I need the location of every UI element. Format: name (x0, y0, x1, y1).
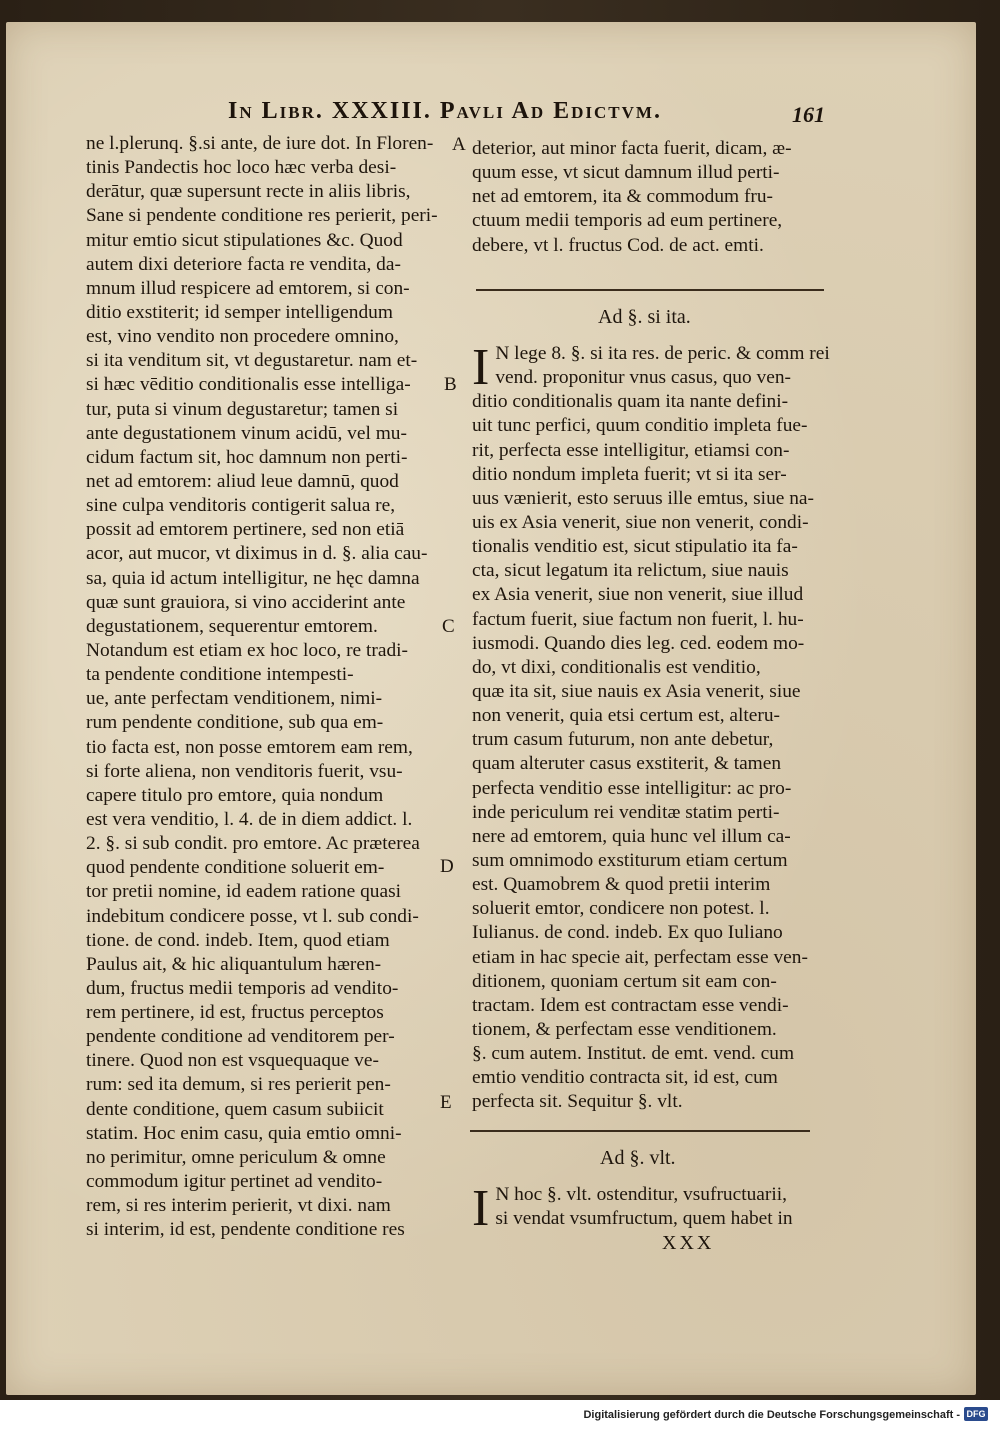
text-line: rum: sed ita demum, si res perierit pen- (86, 1074, 391, 1096)
running-head-title: In Libr. XXXIII. Pavli Ad Edictvm. (228, 98, 662, 124)
running-head (0, 98, 1000, 128)
text-line: est. Quamobrem & quod pretii interim (472, 874, 771, 896)
text-line: tinis Pandectis hoc loco hæc verba desi- (86, 157, 397, 179)
text-line: si hæc vēditio conditionalis esse intelliga- (86, 374, 411, 396)
text-line: Notandum est etiam ex hoc loco, re tradi- (86, 639, 408, 661)
left-column (86, 132, 436, 1242)
text-line: inde periculum rei venditæ statim perti- (472, 801, 780, 823)
text-line: capere titulo pro emtore, quia nondum (86, 784, 384, 806)
text-line: ante degustationem vinum acidū, vel mu- (86, 422, 407, 444)
text-line: §. cum autem. Institut. de emt. vend. cum (472, 1043, 795, 1065)
dfg-logo: DFG (964, 1407, 988, 1421)
text-line: tionalis venditio est, sicut stipulatio ita fa- (472, 536, 798, 558)
text-line: iusmodi. Quando dies leg. ced. eodem mo- (472, 632, 805, 654)
text-line: N hoc §. vlt. ostenditur, vsufructuarii, (495, 1184, 787, 1205)
text-line: deterior, aut minor facta fuerit, dicam, æ- (472, 138, 792, 159)
text-line: vend. proponitur vnus casus, quo ven- (495, 367, 791, 389)
text-line: si interim, id est, pendente conditione res (86, 1219, 405, 1241)
catchword: XXX (662, 1232, 715, 1254)
text-line: Paulus ait, & hic aliquantulum hæren- (86, 953, 382, 975)
text-line: degustationem, sequerentur emtorem. (86, 615, 378, 637)
text-line: factum fuerit, siue factum non fuerit, l. hu- (472, 608, 804, 630)
text-line: commodum igitur pertinet ad vendito- (86, 1171, 383, 1193)
text-line: net ad emtorem: aliud leue damnū, quod (86, 470, 399, 492)
footer-bar (0, 1400, 1000, 1429)
text-line: cta, sicut legatum ita relictum, siue nauis (472, 560, 789, 582)
text-line: etiam in hac specie ait, perfectam esse ven- (472, 946, 808, 968)
text-line: net ad emtorem, ita & commodum fru- (472, 186, 774, 208)
text-line: dum, fructus medii temporis ad vendito- (86, 977, 399, 999)
margin-letter-c: C (442, 616, 455, 637)
text-line: ditio exstiterit; id semper intelligendum (86, 301, 393, 323)
text-line: no perimitur, omne periculum & omne (86, 1146, 386, 1168)
section-divider (470, 1130, 810, 1132)
text-line: indebitum condicere posse, vt l. sub condi- (86, 905, 419, 927)
margin-letter-e: E (440, 1092, 452, 1113)
text-line: ex Asia venerit, siue non venerit, siue illud (472, 584, 804, 606)
text-line: tractam. Idem est contractam esse vendi- (472, 994, 789, 1016)
text-line: est, vino vendito non procedere omnino, (86, 326, 399, 348)
text-line: ue, ante perfectam venditionem, nimi- (86, 688, 383, 710)
text-line: uis ex Asia venerit, siue non venerit, condi- (472, 511, 809, 533)
text-line: quæ ita sit, siue nauis ex Asia venerit, siue (472, 680, 801, 702)
text-line: pendente conditione ad venditorem per- (86, 1026, 395, 1048)
text-line: debere, vt l. fructus Cod. de act. emti. (472, 234, 764, 256)
text-line: mnum illud respicere ad emtorem, si con- (86, 277, 410, 299)
text-line: si ita venditum sit, vt degustaretur. nam et- (86, 350, 418, 372)
text-line: mitur emtio sicut stipulationes &c. Quod (86, 229, 403, 251)
section-divider (476, 289, 824, 291)
margin-letter-b: B (444, 374, 457, 395)
text-line: tione. de cond. indeb. Item, quod etiam (86, 929, 390, 951)
text-line: trum casum futurum, non ante debetur, (472, 729, 774, 751)
text-line: quum esse, vt sicut damnum illud perti- (472, 162, 780, 184)
text-line: quod pendente conditione soluerit em- (86, 857, 385, 879)
text-line: N lege 8. §. si ita res. de peric. & comm rei (495, 343, 830, 364)
text-line: do, vt dixi, conditionalis est venditio, (472, 656, 761, 678)
text-line: quæ sunt grauiora, si vino acciderint ante (86, 591, 406, 613)
text-line: statim. Hoc enim casu, quia emtio omni- (86, 1122, 402, 1144)
text-line: soluerit emtor, condicere non potest. l. (472, 898, 770, 920)
text-line: emtio venditio contracta sit, id est, cum (472, 1067, 778, 1089)
text-line: Iulianus. de cond. indeb. Ex quo Iuliano (472, 922, 783, 944)
right-column-top (472, 137, 824, 258)
text-line: si vendat vsumfructum, quem habet in (495, 1208, 793, 1230)
text-line: sum omnimodo exstiturum etiam certum (472, 849, 788, 871)
text-line: Sane si pendente conditione res perierit, peri- (86, 205, 438, 227)
text-line: sine culpa venditoris contigerit salua re, (86, 495, 396, 517)
text-line: autem dixi deteriore facta re vendita, da- (86, 253, 401, 275)
margin-letter-d: D (440, 856, 454, 877)
page-number: 161 (792, 102, 825, 127)
text-line: rem pertinere, id est, fructus perceptos (86, 1002, 384, 1024)
text-line: tor pretii nomine, id eadem ratione quasi (86, 881, 402, 903)
text-line: ditio conditionalis quam ita nante defini- (472, 391, 789, 413)
text-line: rem, si res interim perierit, vt dixi. nam (86, 1195, 391, 1217)
margin-letter-a: A (452, 134, 466, 155)
text-line: si forte aliena, non venditoris fuerit, vsu- (86, 760, 403, 782)
text-line: sa, quia id actum intelligitur, ne hęc damna (86, 567, 420, 589)
text-line: rit, perfecta esse intelligitur, etiamsi con- (472, 439, 790, 461)
text-line: dente conditione, quem casum subiicit (86, 1098, 384, 1120)
text-line: tionem, & perfectam esse venditionem. (472, 1018, 777, 1040)
text-line: perfecta sit. Sequitur §. vlt. (472, 1091, 683, 1113)
text-line: rum pendente conditione, sub qua em- (86, 712, 384, 734)
text-line: possit ad emtorem pertinere, sed non etiā (86, 519, 405, 541)
section-si-ita-body (472, 339, 830, 1115)
text-line: perfecta venditio esse intelligitur: ac pro- (472, 777, 792, 799)
text-line: nere ad emtorem, quia hunc vel illum ca- (472, 825, 791, 847)
text-line: ta pendente conditione intempesti- (86, 664, 354, 686)
text-line: ditionem, quoniam certum sit eam con- (472, 970, 777, 992)
text-line: cidum factum sit, hoc damnum non perti- (86, 446, 408, 468)
section-heading-si-ita: Ad §. si ita. (598, 306, 691, 328)
section-vlt-body (472, 1180, 824, 1237)
text-line: tur, puta si vinum degustaretur; tamen si (86, 398, 399, 420)
text-line: ctuum medii temporis ad eum pertinere, (472, 210, 783, 232)
text-line: 2. §. si sub condit. pro emtore. Ac præterea (86, 833, 420, 855)
text-line: uus vænierit, esto seruus ille emtus, siue na- (472, 487, 814, 509)
drop-cap: I (472, 339, 490, 396)
text-line: tio facta est, non posse emtorem eam rem, (86, 736, 413, 758)
text-line: derātur, quæ supersunt recte in aliis libris, (86, 181, 411, 203)
text-line: quam alteruter casus exstiterit, & tamen (472, 753, 782, 775)
text-line: non venerit, quia etsi certum est, alteru- (472, 705, 780, 727)
text-line: acor, aut mucor, vt diximus in d. §. alia cau- (86, 543, 428, 565)
text-line: tinere. Quod non est vsquequaque ve- (86, 1050, 379, 1072)
text-line: uit tunc perfici, quum conditio impleta fue- (472, 415, 808, 437)
footer-credit: Digitalisierung gefördert durch die Deutsche Forschungsgemeinschaft - (583, 1409, 960, 1421)
text-line: ditio nondum impleta fuerit; vt si ita ser- (472, 463, 787, 485)
drop-cap: I (472, 1180, 490, 1237)
section-heading-vlt: Ad §. vlt. (600, 1147, 676, 1169)
text-line: ne l.plerunq. §.si ante, de iure dot. In Floren- (86, 133, 434, 154)
text-line: est vera venditio, l. 4. de in diem addict. l. (86, 808, 413, 830)
